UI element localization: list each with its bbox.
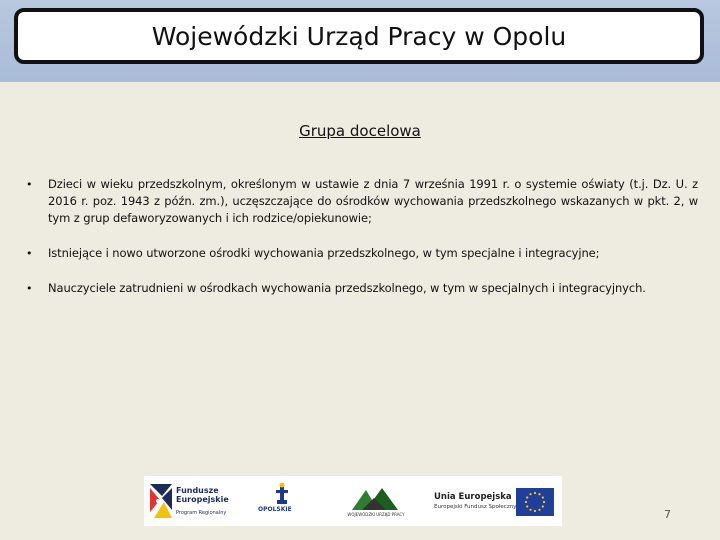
opolskie-emblem-icon [274, 482, 290, 506]
fundusze-mark-icon [150, 484, 172, 518]
fundusze-europejskie-logo [148, 476, 242, 526]
bullet-icon: • [26, 178, 33, 191]
title-box [14, 8, 704, 64]
wup-mountains-icon [352, 486, 398, 510]
bullet-icon: • [26, 247, 33, 260]
bullet-list [26, 176, 698, 315]
opolskie-label: OPOLSKIE [258, 506, 292, 513]
fundusze-sub: Program Regionalny [176, 510, 227, 516]
fundusze-line2: Europejskie [176, 495, 229, 504]
fundusze-text [176, 486, 229, 504]
ue-sub: Europejski Fundusz Społeczny [434, 504, 517, 510]
list-item [26, 280, 698, 297]
fundusze-line1: Fundusze [176, 486, 219, 495]
logo-strip [144, 476, 562, 526]
page-title: Wojewódzki Urząd Pracy w Opolu [151, 21, 567, 51]
wup-label: WOJEWÓDZKI URZĄD PRACY [347, 512, 405, 517]
list-item-text: Istniejące i nowo utworzone ośrodki wychowania przedszkolnego, w tym specjalne i integracyjne; [48, 246, 600, 260]
bullet-icon: • [26, 282, 33, 295]
list-item-text: Nauczyciele zatrudnieni w ośrodkach wychowania przedszkolnego, w tym w specjalnych i integracyjnych. [48, 281, 646, 295]
list-item [26, 176, 698, 227]
opolskie-logo [254, 476, 314, 526]
eu-flag-icon [516, 488, 554, 516]
list-item [26, 245, 698, 262]
wup-logo [340, 476, 412, 526]
list-item-text: Dzieci w wieku przedszkolnym, określonym w ustawie z dnia 7 września 1991 r. o systemie oświaty (t.j. Dz. U. z 2016 r. poz. 1943 z późn. zm.), uczęszczające do ośrodków wychowania przedszkolnego wskazanych w pkt. 2, w tym z grup defaworyzowanych i ich rodzice/opiekunowie; [48, 177, 698, 225]
ue-title: Unia Europejska [434, 492, 512, 502]
section-heading: Grupa docelowa [299, 122, 421, 140]
unia-europejska-logo [430, 476, 558, 526]
page-number: 7 [664, 508, 671, 521]
